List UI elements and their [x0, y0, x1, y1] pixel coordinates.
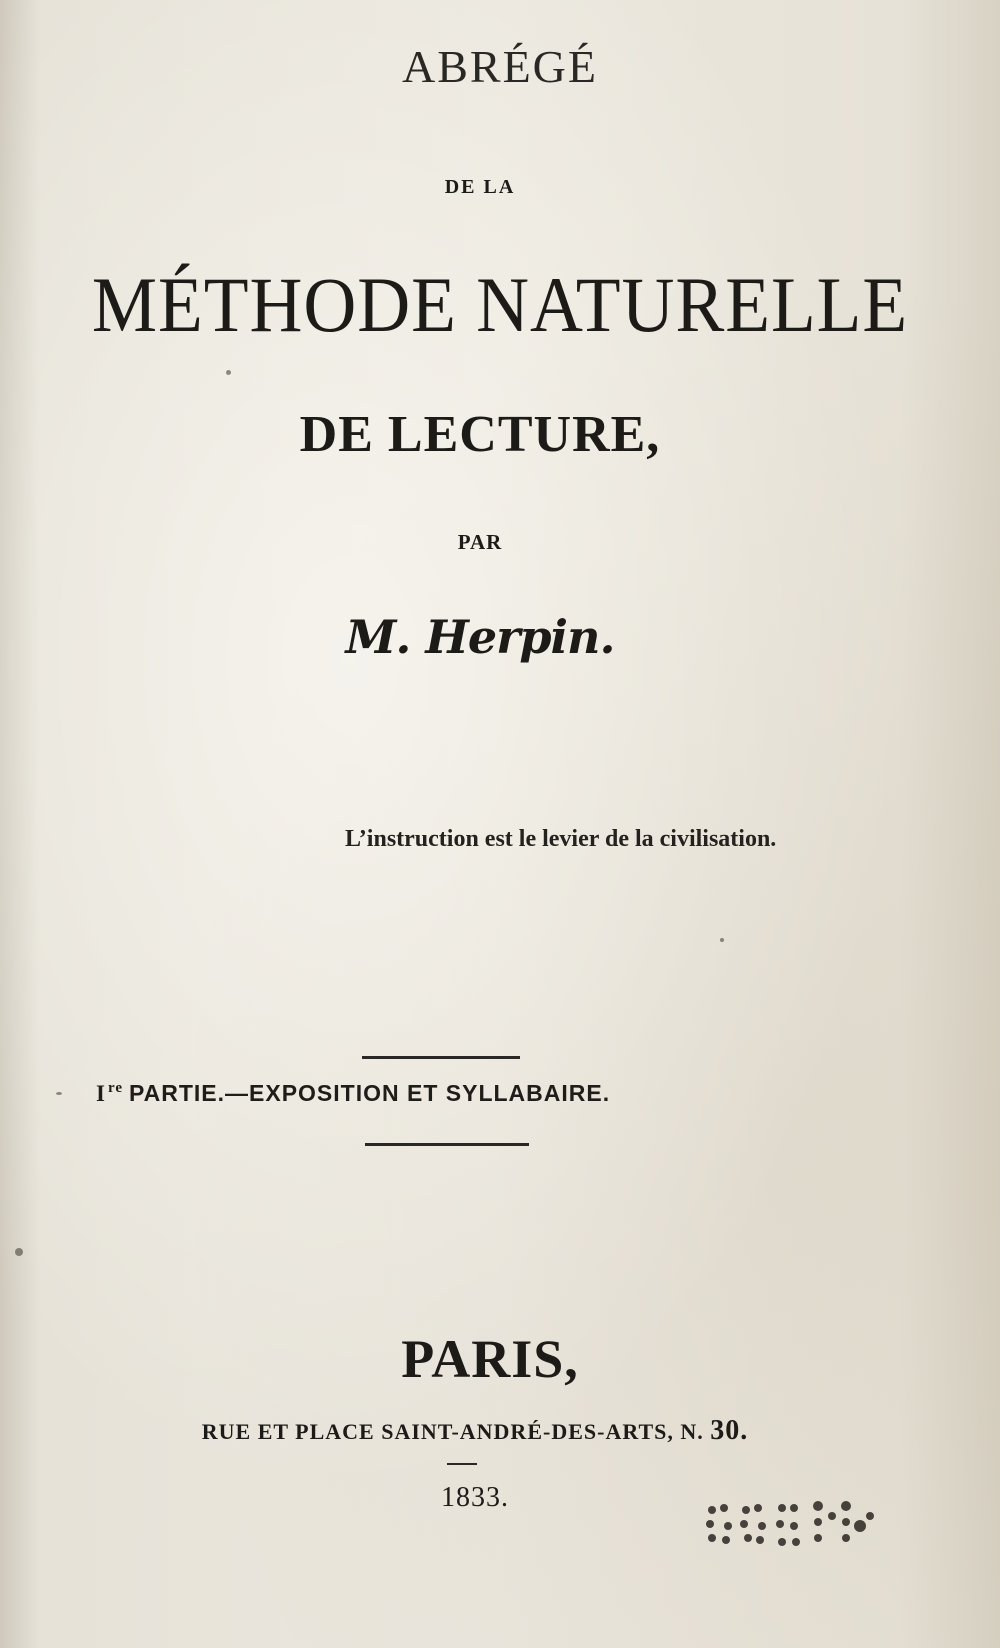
title-de-la: DE LA	[444, 176, 516, 198]
part-heading	[96, 1080, 610, 1107]
part-number-superscript: re	[107, 1080, 123, 1097]
paper-speck	[56, 1092, 62, 1095]
divider-small	[447, 1463, 477, 1465]
imprint-address-line	[0, 1415, 975, 1447]
imprint-year: 1833.	[441, 1482, 509, 1513]
imprint-city: PARIS,	[401, 1329, 579, 1389]
part-label: PARTIE.—EXPOSITION ET SYLLABAIRE.	[129, 1080, 611, 1106]
part-number: I	[96, 1081, 106, 1106]
author-name: M. Herpin.	[345, 610, 615, 664]
imprint-street-number: 30.	[710, 1415, 749, 1446]
library-stamp-image	[700, 1490, 890, 1580]
epigraph: L’instruction est le levier de la civilisation.	[345, 826, 777, 852]
subtitle: DE LECTURE,	[299, 406, 661, 463]
imprint-address: RUE ET PLACE SAINT-ANDRÉ-DES-ARTS, N.	[201, 1419, 704, 1444]
title-abrege: ABRÉGÉ	[402, 41, 598, 92]
main-title: MÉTHODE NATURELLE	[91, 261, 909, 348]
paper-speck	[226, 370, 231, 375]
paper-speck	[720, 938, 724, 942]
divider-bottom	[365, 1143, 529, 1146]
by-label: PAR	[457, 530, 503, 554]
paper-speck	[15, 1248, 23, 1256]
divider-top	[362, 1056, 520, 1059]
